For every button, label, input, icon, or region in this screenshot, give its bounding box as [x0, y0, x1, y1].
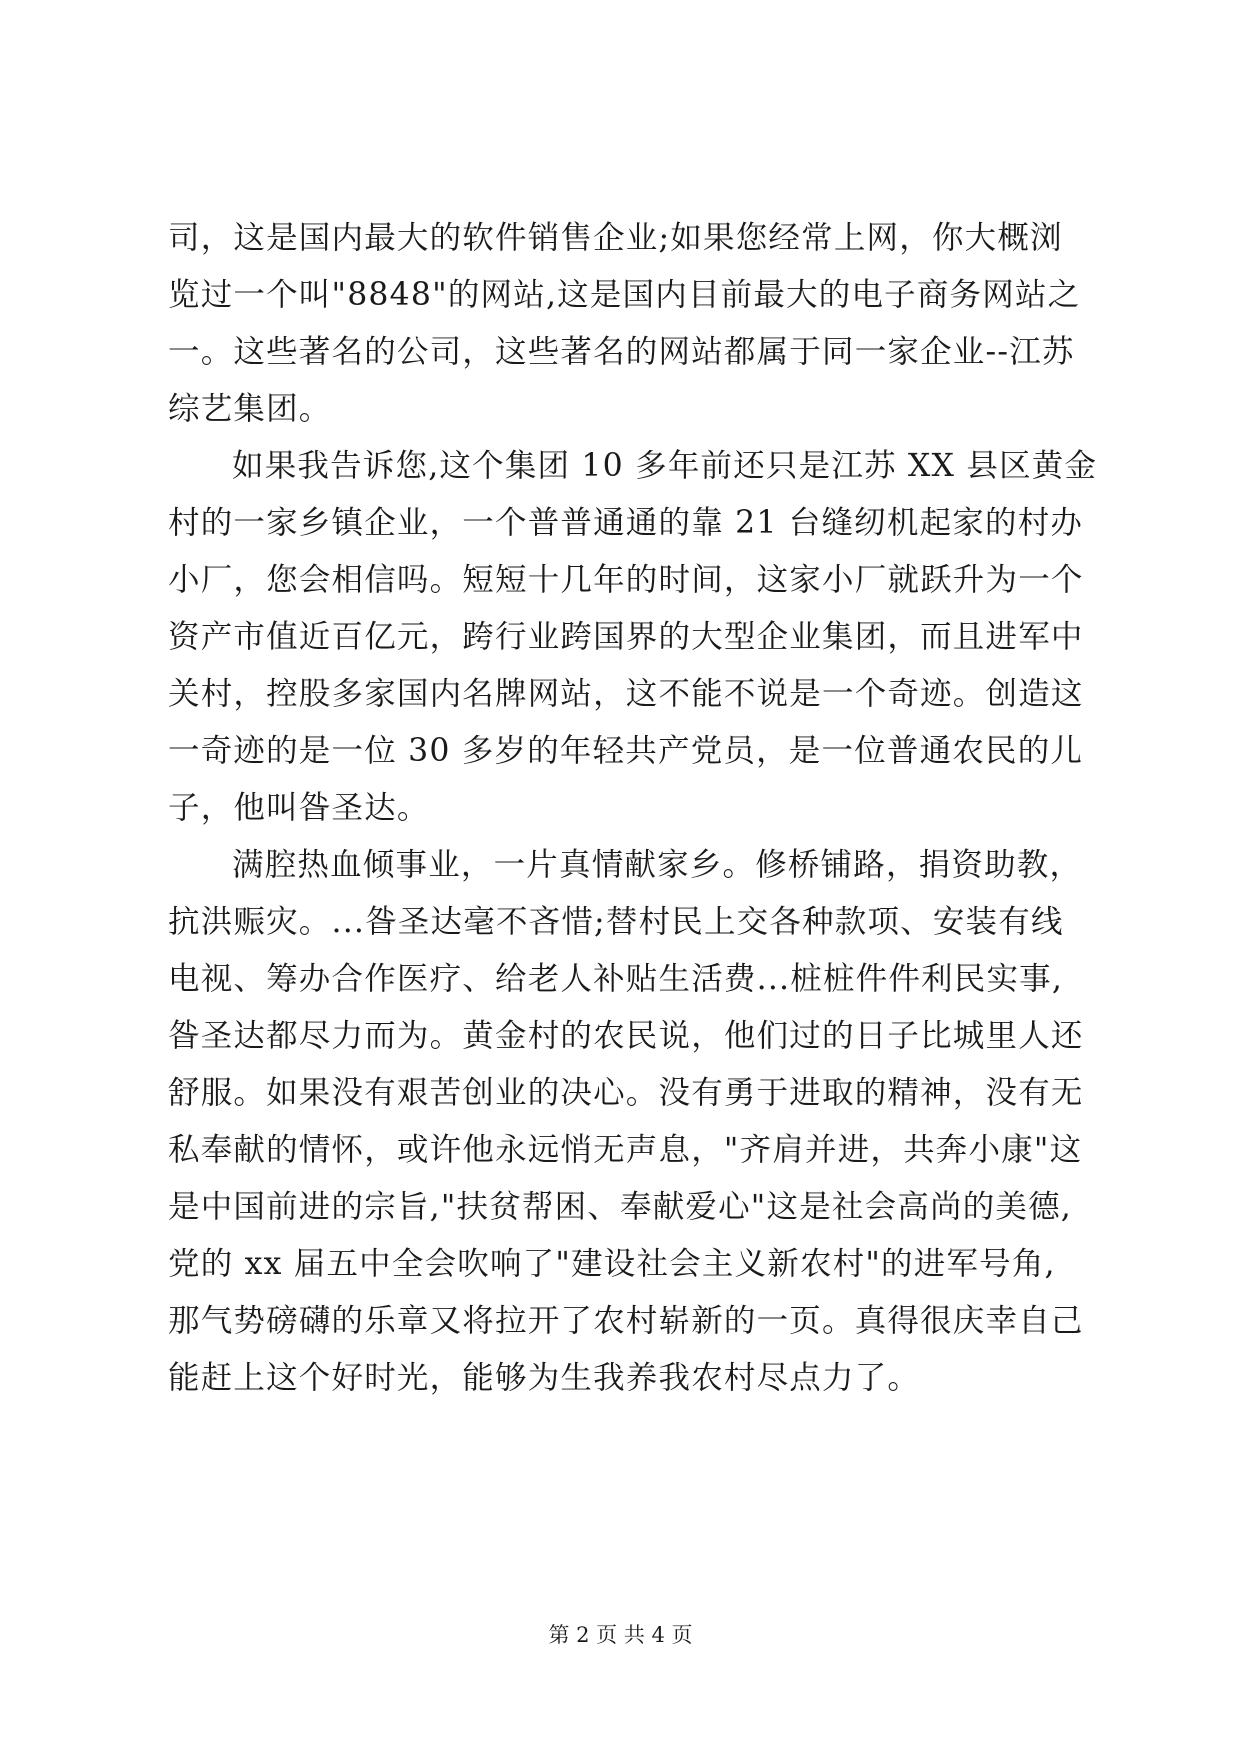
text-line: 抗洪赈灾。...昝圣达毫不吝惜;替村民上交各种款项、安装有线	[168, 904, 1064, 940]
text-line: 电视、筹办合作医疗、给老人补贴生活费...桩桩件件利民实事,	[168, 961, 1064, 997]
text-line: 满腔热血倾事业，一片真情献家乡。修桥铺路，捐资助教，	[232, 847, 1083, 883]
text-line: 是中国前进的宗旨,"扶贫帮困、奉献爱心"这是社会高尚的美德,	[168, 1189, 1073, 1225]
text-line: 私奉献的情怀，或许他永远悄无声息，"齐肩并进，共奔小康"这	[168, 1132, 1083, 1168]
text-line: 司，这是国内最大的软件销售企业;如果您经常上网，你大概浏	[168, 220, 1063, 256]
page-footer: 第 2 页 共 4 页	[548, 1623, 693, 1647]
text-line: 党的 xx 届五中全会吹响了"建设社会主义新农村"的进军号角,	[168, 1246, 1056, 1282]
text-line: 综艺集团。	[168, 391, 332, 427]
text-line: 资产市值近百亿元，跨行业跨国界的大型企业集团，而且进军中	[168, 619, 1084, 655]
text-line: 关村，控股多家国内名牌网站，这不能不说是一个奇迹。创造这	[168, 676, 1084, 712]
text-line: 村的一家乡镇企业，一个普普通通的靠 21 台缝纫机起家的村办	[168, 505, 1084, 541]
text-line: 子，他叫昝圣达。	[168, 790, 430, 826]
text-line: 一奇迹的是一位 30 多岁的年轻共产党员，是一位普通农民的儿	[168, 733, 1084, 769]
text-line: 舒服。如果没有艰苦创业的决心。没有勇于进取的精神，没有无	[168, 1075, 1084, 1111]
text-line: 昝圣达都尽力而为。黄金村的农民说，他们过的日子比城里人还	[168, 1018, 1084, 1054]
text-line: 小厂，您会相信吗。短短十几年的时间，这家小厂就跃升为一个	[168, 562, 1084, 598]
text-line: 那气势磅礴的乐章又将拉开了农村崭新的一页。真得很庆幸自己	[168, 1303, 1084, 1339]
text-line: 览过一个叫"8848"的网站,这是国内目前最大的电子商务网站之	[168, 277, 1081, 313]
text-line: 能赶上这个好时光，能够为生我养我农村尽点力了。	[168, 1360, 921, 1396]
text-line: 如果我告诉您,这个集团 10 多年前还只是江苏 XX 县区黄金	[232, 448, 1098, 484]
text-line: 一。这些著名的公司，这些著名的网站都属于同一家企业--江苏	[168, 334, 1075, 370]
